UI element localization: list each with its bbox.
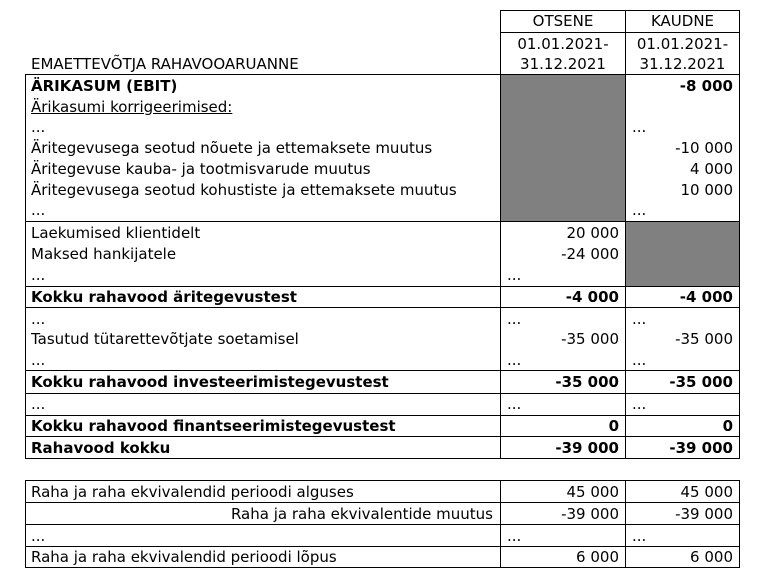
adjustments-label: Ärikasumi korrigeerimised: bbox=[31, 98, 233, 116]
receipts-label: Laekumised klientidelt bbox=[31, 224, 201, 242]
line-after-total-operating bbox=[25, 307, 740, 308]
cash-line-3 bbox=[25, 524, 740, 525]
line-after-inv-items bbox=[25, 370, 740, 371]
col-header-kaudne: KAUDNE bbox=[650, 12, 715, 30]
total-financing-otsene: 0 bbox=[608, 417, 619, 435]
cash-change-label: Raha ja raha ekvivalentide muutus bbox=[230, 505, 493, 523]
cash-change-otsene: -39 000 bbox=[561, 505, 619, 523]
ebit-label: ÄRIKASUM (EBIT) bbox=[31, 77, 178, 95]
cash-right-border bbox=[739, 480, 740, 568]
kaudne-period-end: 31.12.2021 bbox=[639, 55, 726, 73]
line-after-total-financing bbox=[25, 436, 740, 437]
adj-ellipsis-1-label: ... bbox=[31, 118, 46, 136]
inv-ellipsis-1-otsene: ... bbox=[507, 310, 522, 328]
liabilities-kaudne: 10 000 bbox=[680, 181, 733, 199]
adj-ellipsis-2-label: ... bbox=[31, 201, 46, 219]
kaudne-period-start: 01.01.2021- bbox=[636, 35, 729, 53]
payments-label: Maksed hankijatele bbox=[31, 245, 177, 263]
payments-otsene: -24 000 bbox=[561, 245, 619, 263]
line-after-total-investing bbox=[25, 393, 740, 394]
inv-ellipsis-1-kaudne: ... bbox=[632, 310, 647, 328]
total-financing-label: Kokku rahavood finantseerimistegevustest bbox=[31, 417, 396, 435]
adj-ellipsis-1-kaudne: ... bbox=[632, 118, 647, 136]
cash-bottom-line bbox=[25, 567, 740, 568]
subsidiaries-otsene: -35 000 bbox=[561, 330, 619, 348]
total-investing-kaudne: -35 000 bbox=[669, 373, 733, 391]
line-after-adjustments bbox=[25, 221, 740, 222]
inv-ellipsis-2-kaudne: ... bbox=[632, 351, 647, 369]
cash-ellipsis-label: ... bbox=[31, 527, 46, 545]
cash-ellipsis-kaudne: ... bbox=[632, 527, 647, 545]
cash-top-line bbox=[25, 480, 740, 481]
otsene-period-start: 01.01.2021- bbox=[517, 35, 609, 53]
cash-begin-label: Raha ja raha ekvivalendid perioodi alguses bbox=[31, 483, 354, 501]
inv-ellipsis-1-label: ... bbox=[31, 310, 46, 328]
cash-end-kaudne: 6 000 bbox=[690, 548, 733, 566]
adj-ellipsis-2-kaudne: ... bbox=[632, 201, 647, 219]
line-after-total-cashflow bbox=[25, 458, 740, 459]
otsene-period-end: 31.12.2021 bbox=[520, 55, 606, 73]
cash-left-border bbox=[25, 480, 26, 568]
total-operating-kaudne: -4 000 bbox=[679, 288, 733, 306]
header-bottom-line bbox=[25, 74, 740, 75]
receipts-otsene: 20 000 bbox=[566, 224, 619, 242]
ebit-kaudne: -8 000 bbox=[679, 77, 733, 95]
receivables-label: Äritegevusega seotud nõuete ja ettemaksete muutus bbox=[31, 139, 433, 157]
main-left-border bbox=[25, 74, 26, 459]
subsidiaries-label: Tasutud tütarettevõtjate soetamisel bbox=[31, 330, 299, 348]
total-cashflow-kaudne: -39 000 bbox=[669, 439, 733, 457]
fin-ellipsis-kaudne: ... bbox=[632, 395, 647, 413]
otsene-shaded-block bbox=[500, 75, 625, 221]
cash-begin-otsene: 45 000 bbox=[566, 483, 619, 501]
header-top-line bbox=[500, 10, 740, 11]
fin-ellipsis-otsene: ... bbox=[507, 395, 522, 413]
op-ellipsis-label: ... bbox=[31, 266, 46, 284]
kaudne-shaded-block bbox=[626, 222, 740, 286]
cash-line-2 bbox=[25, 502, 740, 503]
op-ellipsis-otsene: ... bbox=[507, 266, 522, 284]
cash-begin-kaudne: 45 000 bbox=[680, 483, 733, 501]
liabilities-label: Äritegevusega seotud kohustiste ja ettemaksete muutus bbox=[31, 181, 457, 199]
fin-ellipsis-label: ... bbox=[31, 395, 46, 413]
line-after-op-items bbox=[25, 286, 740, 287]
main-right-border bbox=[739, 10, 740, 459]
inventory-label: Äritegevuse kauba- ja tootmisvarude muutus bbox=[31, 160, 371, 178]
cash-change-kaudne: -39 000 bbox=[675, 505, 733, 523]
cash-end-otsene: 6 000 bbox=[576, 548, 619, 566]
total-investing-otsene: -35 000 bbox=[555, 373, 619, 391]
cash-ellipsis-otsene: ... bbox=[507, 527, 522, 545]
report-title: EMAETTEVÕTJA RAHAVOOARUANNE bbox=[31, 55, 299, 73]
cash-end-label: Raha ja raha ekvivalendid perioodi lõpus bbox=[31, 548, 337, 566]
total-cashflow-otsene: -39 000 bbox=[555, 439, 619, 457]
total-investing-label: Kokku rahavood investeerimistegevustest bbox=[31, 373, 389, 391]
receivables-kaudne: -10 000 bbox=[675, 139, 733, 157]
subsidiaries-kaudne: -35 000 bbox=[675, 330, 733, 348]
col-header-otsene: OTSENE bbox=[532, 12, 594, 30]
inventory-kaudne: 4 000 bbox=[690, 160, 733, 178]
total-operating-otsene: -4 000 bbox=[565, 288, 619, 306]
inv-ellipsis-2-otsene: ... bbox=[507, 351, 522, 369]
total-operating-label: Kokku rahavood äritegevustest bbox=[31, 288, 297, 306]
total-cashflow-label: Rahavood kokku bbox=[31, 439, 171, 457]
cash-line-4 bbox=[25, 546, 740, 547]
line-after-fin-items bbox=[25, 415, 740, 416]
total-financing-kaudne: 0 bbox=[722, 417, 733, 435]
inv-ellipsis-2-label: ... bbox=[31, 351, 46, 369]
header-mid-line bbox=[500, 32, 740, 33]
